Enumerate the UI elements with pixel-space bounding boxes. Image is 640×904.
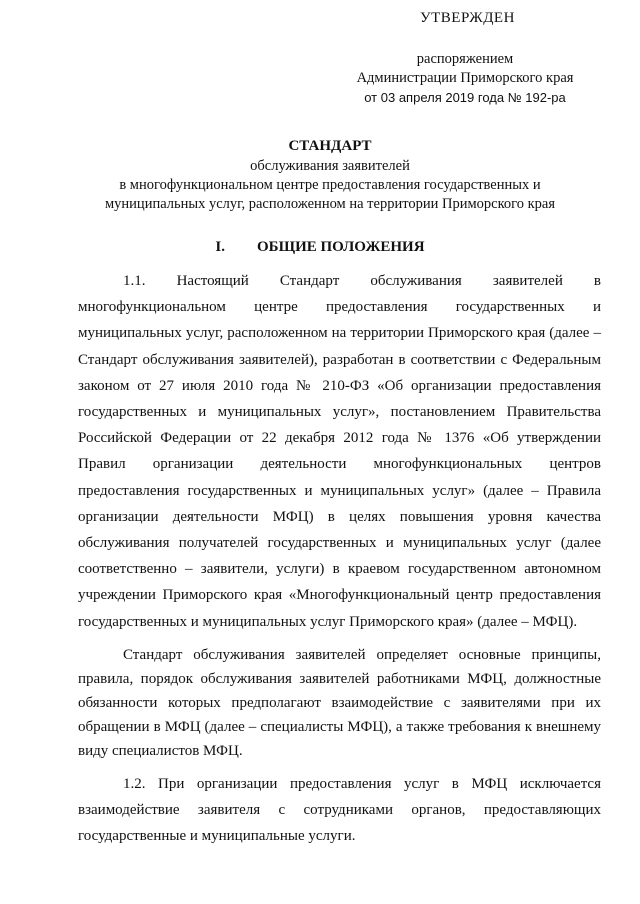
section-heading xyxy=(0,239,640,256)
section-title: ОБЩИЕ ПОЛОЖЕНИЯ xyxy=(257,239,425,255)
document-body xyxy=(78,268,601,849)
document-title xyxy=(60,137,600,214)
title-main: СТАНДАРТ xyxy=(288,138,372,154)
approval-line-2: Администрации Приморского края xyxy=(356,70,574,86)
paragraph-standard-scope: Стандарт обслуживания заявителей определяет основные принципы, правила, порядок обслуживания заявителей работниками МФЦ, должностные обязанности которых предполагают взаимодействие с заявителями при их обращении в МФЦ (далее – специалисты МФЦ), а также требования к внешнему виду специалистов МФЦ. xyxy=(78,646,601,759)
approval-block xyxy=(330,50,600,107)
title-sub-3: муниципальных услуг, расположенном на территории Приморского края xyxy=(104,196,556,212)
paragraph-1-2: 1.2. При организации предоставления услуг в МФЦ исключается взаимодействие заявителя с сотрудниками органов, предоставляющих государственные и муниципальные услуги. xyxy=(78,775,601,845)
approval-line-1: распоряжением xyxy=(416,51,514,67)
paragraph-1-1: 1.1. Настоящий Стандарт обслуживания заявителей в многофункциональном центре предоставления государственных и муниципальных услуг, расположенном на территории Приморского края (далее – Стандарт обслуживания заявителей), разработан в соответствии с Федеральным законом от 27 июля 2010 года № 210-ФЗ «Об организации предоставления государственных и муниципальных услуг», постановлением Правительства Российской Федерации от 22 декабря 2012 года № 1376 «Об утверждении Правил организации деятельности многофункциональных центров предоставления государственных и муниципальных услуг» (далее – Правила организации деятельности МФЦ) в целях повышения уровня качества обслуживания получателей государственных и муниципальных услуг (далее соответственно – заявители, услуги) в краевом государственном автономном учреждении Приморского края «Многофункциональный центр предоставления государственных и муниципальных услуг Приморского края» (далее – МФЦ). xyxy=(78,273,601,630)
title-sub-1: обслуживания заявителей xyxy=(250,158,410,174)
approval-label: УТВЕРЖДЕН xyxy=(420,10,515,26)
approval-date: от 03 апреля 2019 года № 192-ра xyxy=(364,90,566,105)
title-sub-2: в многофункциональном центре предоставления государственных и xyxy=(119,177,541,193)
section-number: I. xyxy=(215,239,226,255)
